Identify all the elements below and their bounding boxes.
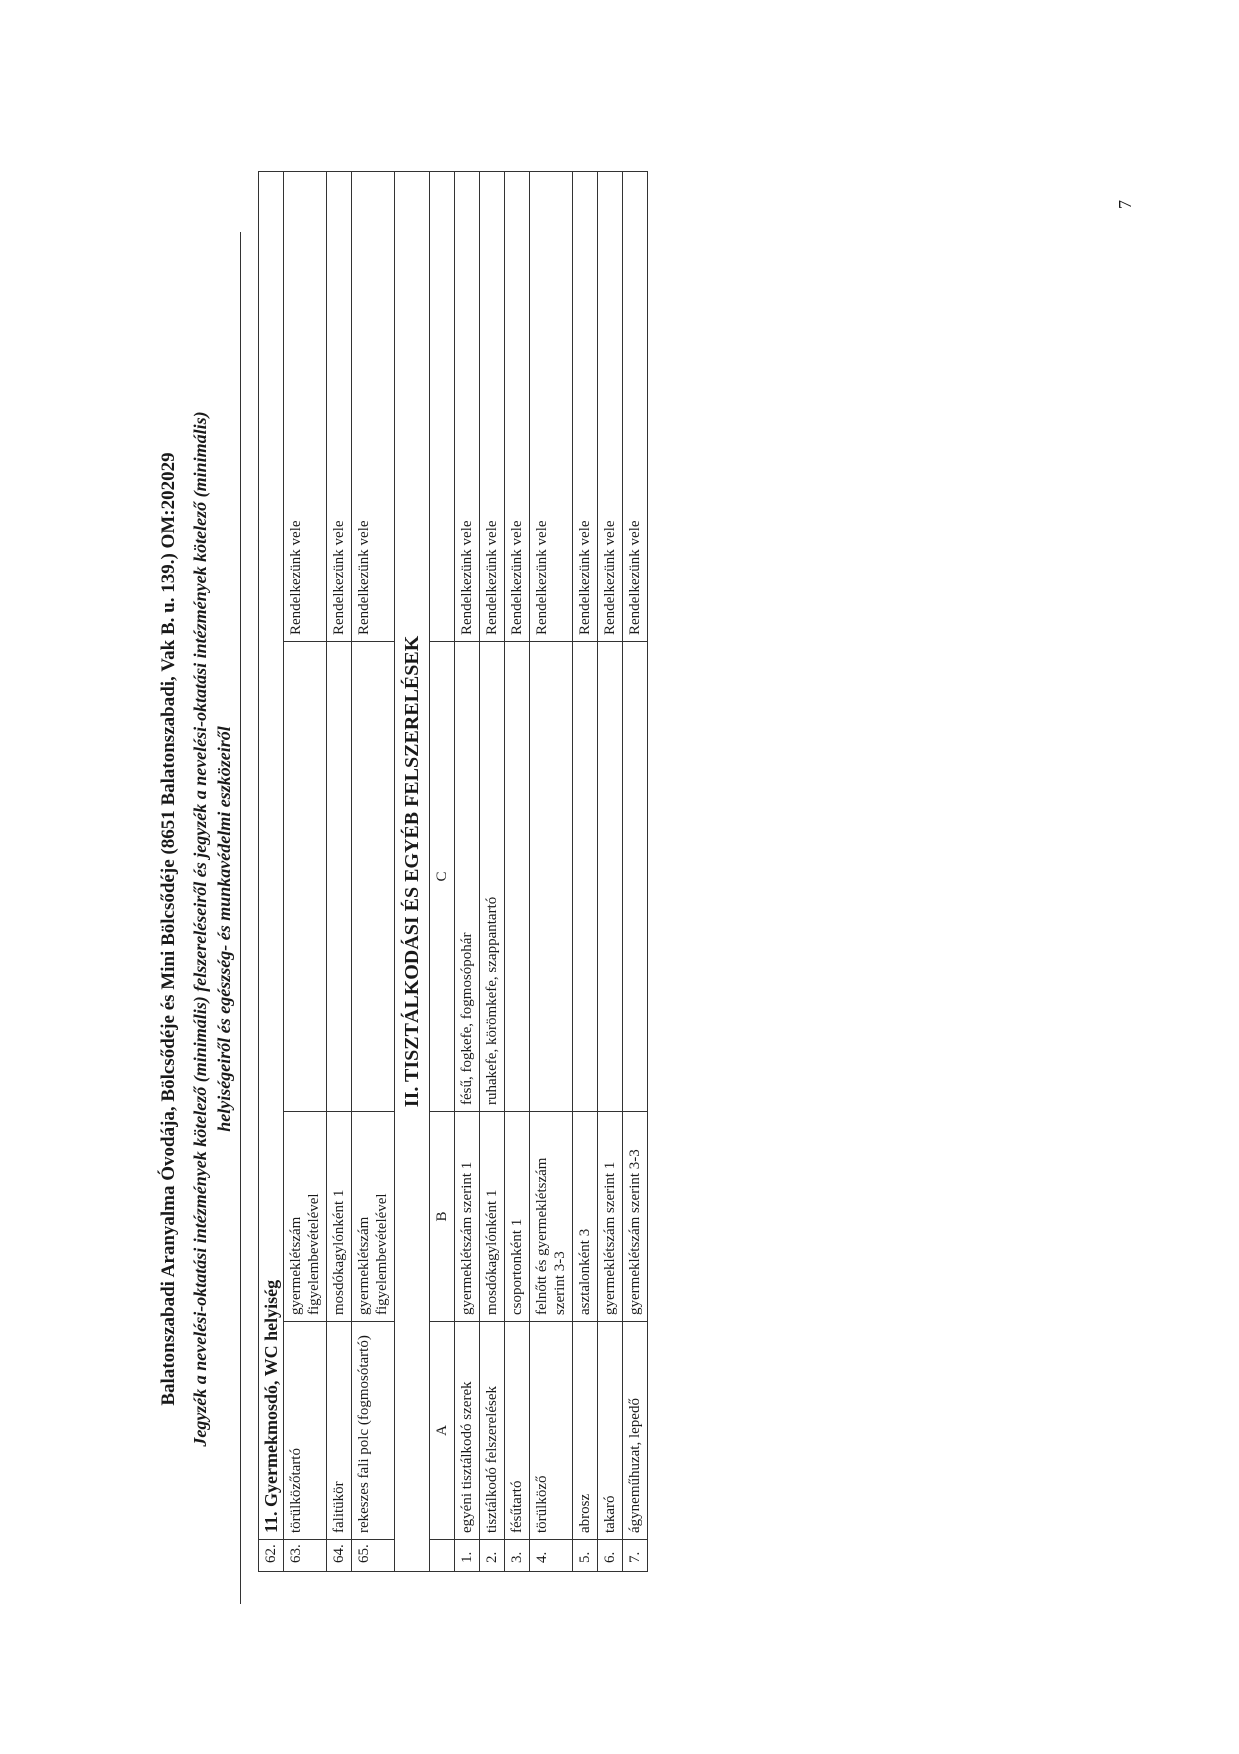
item-note bbox=[352, 642, 395, 1112]
item-status: Rendelkezünk vele bbox=[530, 171, 573, 641]
item-quantity: csoportonként 1 bbox=[505, 1112, 530, 1322]
item-status: Rendelkezünk vele bbox=[352, 171, 395, 641]
table-row bbox=[352, 171, 395, 1571]
table-row bbox=[395, 171, 430, 1571]
item-name: falitükör bbox=[327, 1322, 352, 1540]
item-quantity: gyermeklétszám szerint 1 bbox=[598, 1112, 623, 1322]
table-row bbox=[505, 171, 530, 1571]
item-quantity: felnőtt és gyermeklétszám szerint 3-3 bbox=[530, 1112, 573, 1322]
row-number: 63. bbox=[284, 1540, 327, 1572]
table-row bbox=[284, 171, 327, 1571]
item-quantity: gyermeklétszám figyelembevételével bbox=[352, 1112, 395, 1322]
item-name: törülköző bbox=[530, 1322, 573, 1540]
blank-cell bbox=[430, 1540, 455, 1572]
item-note: fésű, fogkefe, fogmosópohár bbox=[455, 642, 480, 1112]
item-name: tisztálkodó felszerelések bbox=[480, 1322, 505, 1540]
item-status: Rendelkezünk vele bbox=[455, 171, 480, 641]
item-name: rekeszes fali polc (fogmosótartó) bbox=[352, 1322, 395, 1540]
page-number: 7 bbox=[1115, 200, 1135, 209]
item-status: Rendelkezünk vele bbox=[573, 171, 598, 641]
table-row bbox=[573, 171, 598, 1571]
row-number: 6. bbox=[598, 1540, 623, 1572]
item-name: ágyneműhuzat, lepedő bbox=[623, 1322, 648, 1540]
row-number: 2. bbox=[480, 1540, 505, 1572]
equipment-table bbox=[258, 171, 648, 1572]
item-name: egyéni tisztálkodó szerek bbox=[455, 1322, 480, 1540]
column-header-c: C bbox=[430, 642, 455, 1112]
item-quantity: asztalonként 3 bbox=[573, 1112, 598, 1322]
table-row bbox=[259, 171, 284, 1571]
item-quantity: mosdókagylónként 1 bbox=[327, 1112, 352, 1322]
item-status: Rendelkezünk vele bbox=[327, 171, 352, 641]
item-note bbox=[530, 642, 573, 1112]
item-quantity: gyermeklétszám szerint 3-3 bbox=[623, 1112, 648, 1322]
item-name: abrosz bbox=[573, 1322, 598, 1540]
item-status: Rendelkezünk vele bbox=[284, 171, 327, 641]
table-row bbox=[598, 171, 623, 1571]
table-row bbox=[530, 171, 573, 1571]
row-number: 4. bbox=[530, 1540, 573, 1572]
table-row bbox=[327, 171, 352, 1571]
item-note bbox=[505, 642, 530, 1112]
item-name: takaró bbox=[598, 1322, 623, 1540]
room-section-title: 11. Gyermekmosdó, WC helyiség bbox=[259, 171, 284, 1539]
row-number: 64. bbox=[327, 1540, 352, 1572]
row-number: 5. bbox=[573, 1540, 598, 1572]
item-status: Rendelkezünk vele bbox=[623, 171, 648, 641]
item-name: fésűtartó bbox=[505, 1322, 530, 1540]
institution-title: Balatonszabadi Aranyalma Óvodája, Bölcsődéje és Mini Bölcsődéje (8651 Balatonszabadi, Vak B. u. 139.) OM:202029 bbox=[158, 452, 179, 1406]
table-row bbox=[623, 171, 648, 1571]
column-header-b: B bbox=[430, 1112, 455, 1322]
item-note bbox=[327, 642, 352, 1112]
item-note bbox=[598, 642, 623, 1112]
item-note bbox=[623, 642, 648, 1112]
row-number: 1. bbox=[455, 1540, 480, 1572]
item-quantity: gyermeklétszám figyelembevételével bbox=[284, 1112, 327, 1322]
item-status: Rendelkezünk vele bbox=[505, 171, 530, 641]
table-row bbox=[480, 171, 505, 1571]
item-status: Rendelkezünk vele bbox=[598, 171, 623, 641]
item-note bbox=[284, 642, 327, 1112]
column-header-a: A bbox=[430, 1322, 455, 1540]
document-subtitle-line1: Jegyzék a nevelési-oktatási intézmények kötelező (minimális) felszereléseiről és jegyzék a nevelési-oktatási intézmények kötelező (minimális) bbox=[190, 411, 210, 1447]
row-number: 65. bbox=[352, 1540, 395, 1572]
header-rule bbox=[240, 232, 241, 1604]
document-subtitle-line2: helyiségeiről és egészség- és munkavédelmi eszközeiről bbox=[214, 726, 234, 1132]
table-row bbox=[430, 171, 455, 1571]
table-row bbox=[455, 171, 480, 1571]
item-name: törülközőtartó bbox=[284, 1322, 327, 1540]
item-quantity: mosdókagylónként 1 bbox=[480, 1112, 505, 1322]
item-note bbox=[573, 642, 598, 1112]
hygiene-section-title: II. TISZTÁLKODÁSI ÉS EGYÉB FELSZERELÉSEK bbox=[395, 171, 430, 1571]
row-number: 7. bbox=[623, 1540, 648, 1572]
item-note: ruhakefe, körömkefe, szappantartó bbox=[480, 642, 505, 1112]
row-number: 62. bbox=[259, 1540, 284, 1572]
row-number: 3. bbox=[505, 1540, 530, 1572]
blank-cell bbox=[430, 171, 455, 641]
item-quantity: gyermeklétszám szerint 1 bbox=[455, 1112, 480, 1322]
item-status: Rendelkezünk vele bbox=[480, 171, 505, 641]
